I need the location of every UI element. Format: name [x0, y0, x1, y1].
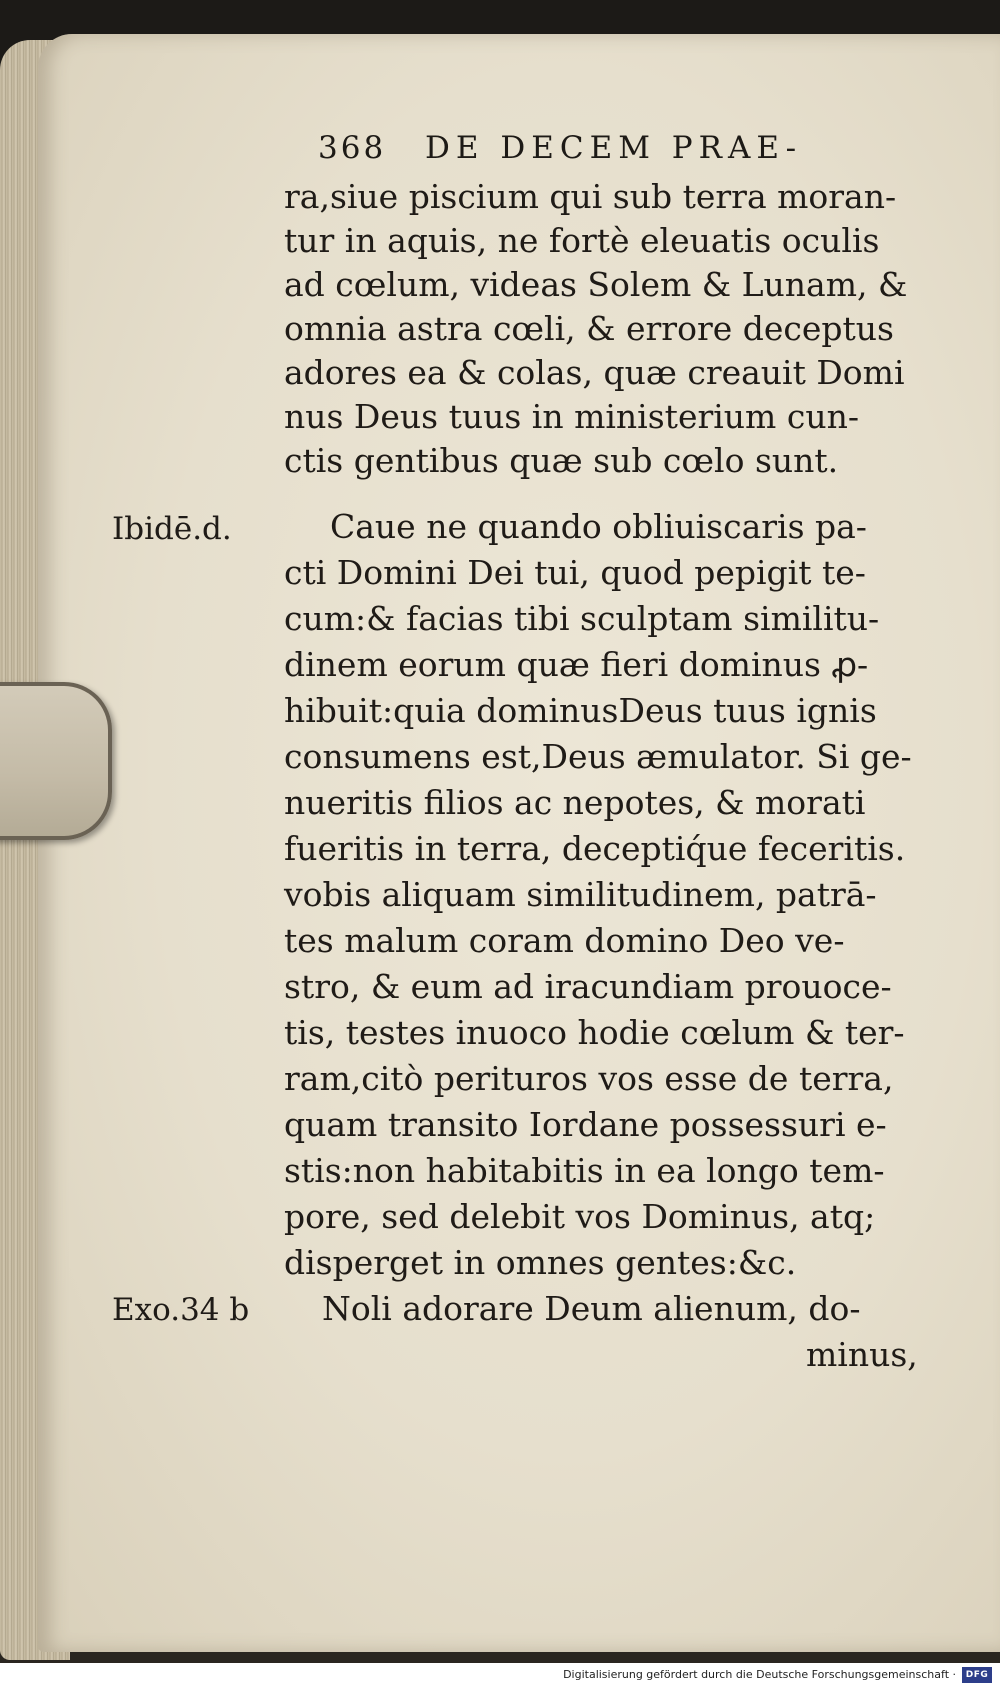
text-line: tis, testes inuoco hodie cœlum & ter- [284, 1013, 905, 1052]
text-line: stro, & eum ad iracundiam prouoce- [284, 967, 892, 1006]
text-line: fueritis in terra, deceptiq́ue feceritis. [284, 829, 906, 868]
text-line: quam transito Iordane possessuri e- [284, 1105, 887, 1144]
footer-credit: Digitalisierung gefördert durch die Deutsche Forschungsgemeinschaft · [563, 1668, 956, 1681]
text-line: pore, sed delebit vos Dominus, atq; [284, 1197, 876, 1236]
text-line: stis:non habitabitis in ea longo tem- [284, 1151, 885, 1190]
page-number: 368 [318, 130, 387, 166]
text-line: tes malum coram domino Deo ve- [284, 921, 845, 960]
text-line: ctis gentibus quæ sub cœlo sunt. [284, 441, 839, 480]
running-title: DE DECEM PRAE- [425, 130, 803, 166]
text-line: cti Domini Dei tui, quod pepigit te- [284, 553, 866, 592]
text-line: nus Deus tuus in ministerium cun- [284, 397, 859, 436]
text-line: dinem eorum quæ fieri dominus ꝓ- [284, 645, 869, 684]
margin-note: Exo.34 b [112, 1292, 250, 1328]
text-line: tur in aquis, ne fortè eleuatis oculis [284, 221, 880, 260]
text-line: cum:& facias tibi sculptam similitu- [284, 599, 880, 638]
running-head [318, 130, 802, 166]
text-line: ad cœlum, videas Solem & Lunam, & [284, 265, 908, 304]
text-line: omnia astra cœli, & errore deceptus [284, 309, 894, 348]
text-line: nueritis filios ac nepotes, & morati [284, 783, 866, 822]
text-line: ram,citò perituros vos esse de terra, [284, 1059, 894, 1098]
text-line: Caue ne quando obliuiscaris pa- [330, 507, 867, 546]
text-line: vobis aliquam similitudinem, patrā- [284, 875, 877, 914]
text-line: ra,siue piscium qui sub terra moran- [284, 177, 897, 216]
text-line: Noli adorare Deum alienum, do- [322, 1289, 861, 1328]
catchword: minus, [806, 1335, 918, 1374]
text-line: hibuit:quia dominusDeus tuus ignis [284, 691, 877, 730]
text-line: consumens est,Deus æmulator. Si ge- [284, 737, 912, 776]
page-clip [0, 682, 112, 840]
text-line: disperget in omnes gentes:&c. [284, 1243, 797, 1282]
dfg-logo: DFG [962, 1667, 992, 1683]
text-line: adores ea & colas, quæ creauit Domi [284, 353, 905, 392]
margin-note: Ibidē.d. [112, 511, 232, 547]
